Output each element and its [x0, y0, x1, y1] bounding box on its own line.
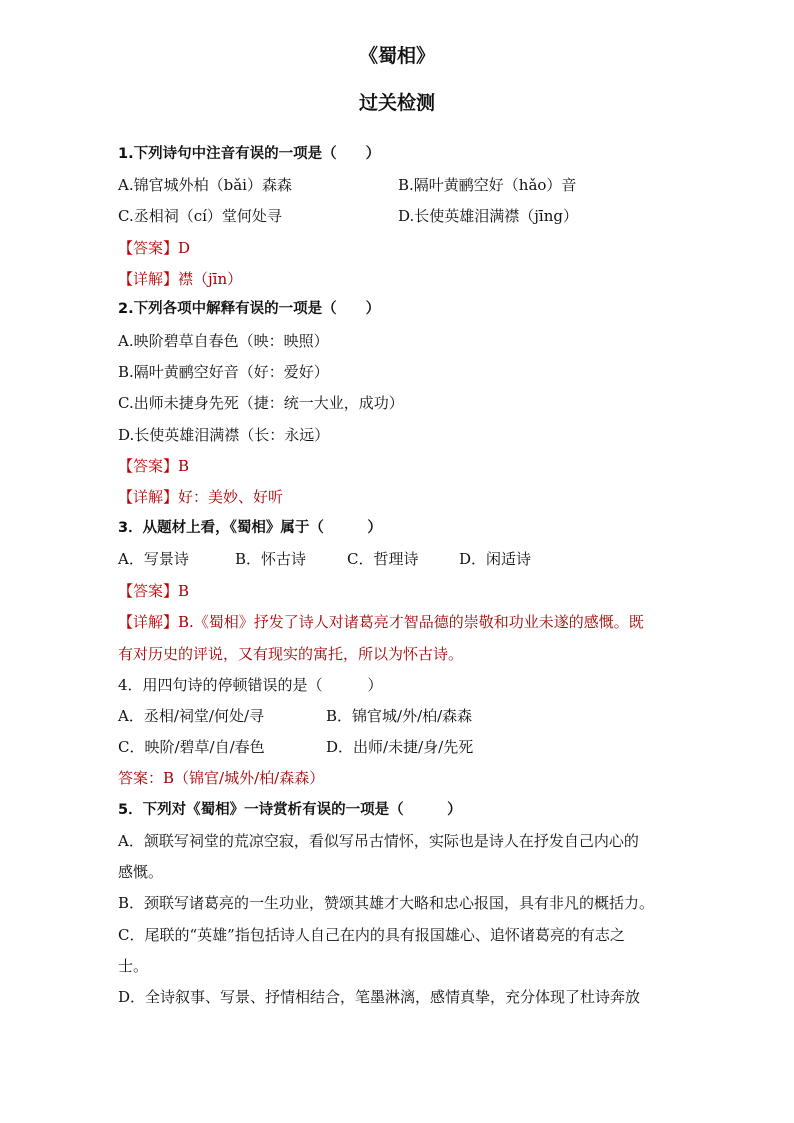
answer-tag: 【答案】	[118, 457, 179, 475]
q4-options-row1	[118, 706, 688, 726]
q2-option-c: C.出师未捷身先死（捷：统一大业，成功）	[118, 394, 404, 412]
q2-option-b: B.隔叶黄鹂空好音（好：爱好）	[118, 363, 329, 381]
doc-subtitle: 过关检测	[358, 92, 435, 114]
q1-answer	[118, 238, 688, 258]
detail-tag: 【详解】	[118, 270, 179, 288]
q2-detail	[118, 487, 688, 507]
q3-stem: 3．从题材上看，《蜀相》属于（ ）	[118, 520, 382, 536]
q1-answer-value: D	[178, 239, 191, 257]
q4-option-a: A．丞相/祠堂/何处/寻	[118, 707, 264, 725]
q4-answer-value: B（锦官/城外/柏/森森）	[163, 769, 325, 787]
answer-tag: 【答案】	[118, 239, 179, 257]
q4-option-d: D．出师/未捷/身/先死	[326, 738, 474, 756]
detail-tag: 【详解】	[118, 488, 179, 506]
q1-options-row1	[118, 175, 688, 195]
q4-options-row2	[118, 737, 688, 757]
q3-option-d: D．闲适诗	[459, 550, 532, 568]
q5-option-a-line2: 感慨。	[118, 863, 164, 881]
q1-detail	[118, 269, 688, 289]
q1-option-a: A.锦官城外柏（bǎi）森森	[118, 176, 292, 194]
q4-answer-prefix: 答案：	[118, 769, 164, 787]
q5-option-c-line1: C．尾联的“英雄”指包括诗人自己在内的具有报国雄心、追怀诸葛亮的有志之	[118, 926, 625, 944]
q1-option-d: D.长使英雄泪满襟（jīng）	[398, 207, 578, 225]
q1-detail-text: 襟（jīn）	[178, 270, 243, 288]
q5-option-d-line1: D．全诗叙事、写景、抒情相结合，笔墨淋漓，感情真挚，充分体现了杜诗奔放	[118, 988, 641, 1006]
doc-title: 《蜀相》	[358, 45, 435, 67]
q3-answer	[118, 581, 688, 601]
q4-option-c: C．映阶/碧草/自/春色	[118, 738, 265, 756]
q3-option-b: B．怀古诗	[235, 550, 307, 568]
q3-detail-text-1: B.《蜀相》抒发了诗人对诸葛亮才智品德的崇敬和功业未遂的感慨。既	[178, 613, 644, 631]
q2-detail-text: 好：美妙、好听	[178, 488, 284, 506]
q2-answer	[118, 456, 688, 476]
q1-stem: 1.下列诗句中注音有误的一项是（ ）	[118, 146, 381, 162]
q1-options-row2	[118, 206, 688, 226]
q1-option-b: B.隔叶黄鹂空好（hǎo）音	[398, 176, 577, 194]
q5-option-b: B．颈联写诸葛亮的一生功业，赞颂其雄才大略和忠心报国，具有非凡的概括力。	[118, 894, 655, 912]
q2-stem: 2.下列各项中解释有误的一项是（ ）	[118, 301, 381, 317]
detail-tag: 【详解】	[118, 613, 179, 631]
q5-stem: 5．下列对《蜀相》一诗赏析有误的一项是（ ）	[118, 802, 462, 818]
q2-option-a: A.映阶碧草自春色（映：映照）	[118, 332, 329, 350]
q2-answer-value: B	[178, 457, 190, 475]
q3-detail	[118, 612, 688, 632]
q3-option-c: C．哲理诗	[347, 550, 419, 568]
q4-option-b: B．锦官城/外/柏/森森	[326, 707, 473, 725]
q3-detail-text-2: 有对历史的评说，又有现实的寓托，所以为怀古诗。	[118, 645, 464, 663]
answer-tag: 【答案】	[118, 582, 179, 600]
q5-option-a-line1: A．颔联写祠堂的荒凉空寂，看似写吊古情怀，实际也是诗人在抒发自己内心的	[118, 832, 639, 850]
q4-stem: 4．用四句诗的停顿错误的是（ ）	[118, 676, 383, 694]
q4-answer	[118, 768, 688, 788]
q5-option-c-line2: 士。	[118, 957, 149, 975]
q2-option-d: D.长使英雄泪满襟（长：永远）	[118, 426, 330, 444]
q3-option-a: A．写景诗	[118, 550, 189, 568]
q1-option-c: C.丞相祠（cí）堂何处寻	[118, 207, 282, 225]
q3-answer-value: B	[178, 582, 190, 600]
